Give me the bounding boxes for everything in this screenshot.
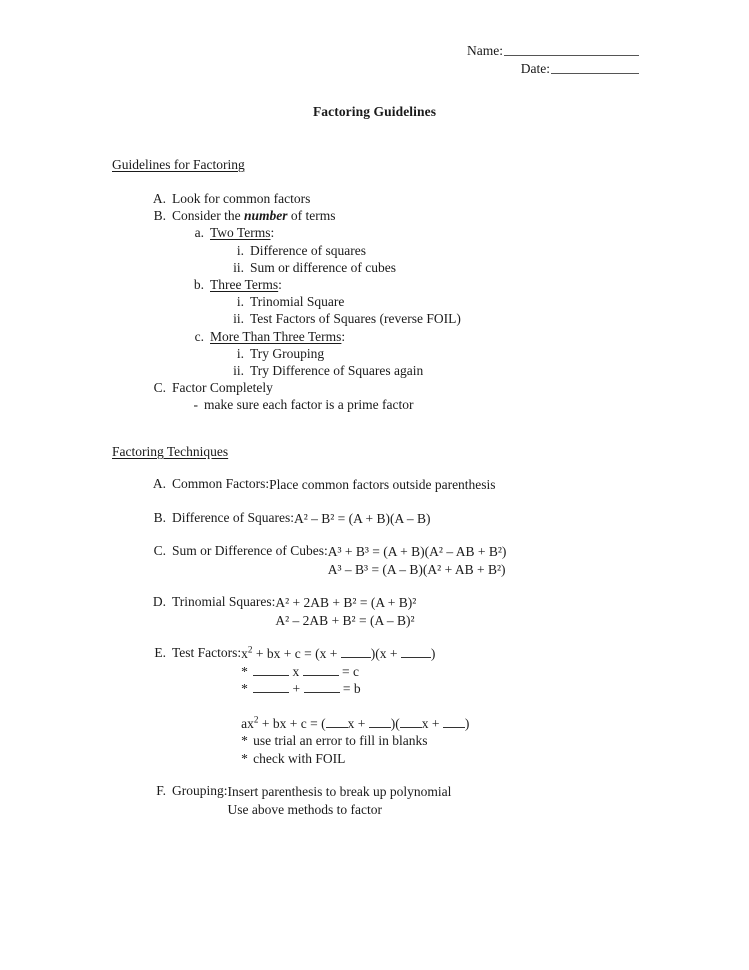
formula-ax: ax: [241, 715, 254, 731]
outline-text: Try Grouping: [250, 345, 325, 361]
technique-row: [0, 543, 749, 578]
fill-in-blank[interactable]: [401, 646, 431, 658]
formula-line-product: [241, 663, 749, 681]
technique-line: Use above methods to factor: [227, 801, 382, 817]
outline-marker: ii.: [233, 259, 244, 275]
outline-item: [0, 224, 749, 241]
technique-line: Insert parenthesis to break up polynomial: [227, 784, 452, 799]
technique-label-cell: [0, 783, 228, 799]
outline-text: Sum or difference of cubes: [250, 259, 396, 275]
formula-line: A² + 2AB + B² = (A + B)²: [275, 595, 417, 610]
outline-text: Difference of squares: [250, 242, 366, 258]
outline-marker: i.: [236, 294, 244, 310]
outline-marker: b.: [193, 277, 204, 293]
outline-marker: -: [193, 397, 198, 413]
outline-marker: C.: [153, 380, 166, 396]
outline-text: [210, 328, 345, 345]
technique-row: [0, 510, 749, 528]
outline-text-post: :: [341, 328, 346, 344]
outline-item: [0, 310, 749, 327]
outline-text: [210, 224, 274, 241]
formula-ax-x1: x +: [347, 715, 369, 731]
outline-item: [0, 328, 749, 345]
fill-in-blank[interactable]: [443, 715, 465, 727]
outline-item: [0, 190, 749, 207]
technique-content-cell: [269, 476, 749, 494]
outline-text: Test Factors of Squares (reverse FOIL): [250, 311, 461, 327]
formula-line-x2: [241, 645, 749, 663]
outline-marker: i.: [236, 345, 244, 361]
outline-text-post: :: [278, 277, 282, 293]
formula-line: A² – 2AB + B² = (A – B)²: [275, 612, 415, 628]
technique-label: Difference of Squares:: [172, 509, 294, 525]
asterisk-bullet: *: [241, 681, 248, 696]
outline-item: [0, 242, 749, 259]
technique-marker: F.: [156, 783, 166, 798]
asterisk-bullet: *: [241, 663, 248, 679]
technique-label: Common Factors:: [172, 476, 270, 491]
section-heading-techniques: Factoring Techniques: [112, 444, 229, 459]
technique-line: Place common factors outside parenthesis: [269, 477, 496, 492]
outline-text-post: of terms: [287, 208, 336, 224]
technique-marker: B.: [153, 509, 166, 525]
formula-ax-join: )(: [390, 715, 400, 731]
formula-line: A² – B² = (A + B)(A – B): [293, 510, 431, 526]
outline-item: [0, 276, 749, 293]
technique-row: [0, 783, 749, 818]
date-row: [0, 60, 749, 78]
formula-x: x: [241, 646, 248, 661]
outline-item: [0, 379, 749, 396]
technique-label: Grouping:: [172, 783, 228, 798]
fill-in-blank[interactable]: [400, 715, 422, 727]
outline-marker: A.: [152, 191, 166, 206]
outline-text: Trinomial Square: [250, 294, 345, 310]
page-title: Factoring Guidelines: [312, 104, 437, 119]
technique-content-cell: [275, 594, 749, 629]
date-write-in-line[interactable]: [551, 60, 639, 74]
note-text: check with FOIL: [253, 750, 346, 766]
outline-text-underlined: More Than Three Terms: [210, 328, 342, 344]
technique-row: [0, 594, 749, 629]
exponent: 2: [247, 644, 253, 655]
formula-spacer: [241, 698, 749, 715]
techniques-list: [0, 476, 749, 834]
outline-marker: ii.: [233, 363, 244, 379]
outline-marker: c.: [194, 328, 204, 344]
technique-marker: D.: [152, 594, 166, 609]
technique-label: Test Factors:: [172, 645, 242, 660]
technique-label: Sum or Difference of Cubes:: [172, 543, 328, 558]
technique-label-cell: [0, 645, 241, 661]
guidelines-outline: [0, 190, 749, 414]
outline-text-post: :: [270, 225, 275, 241]
outline-marker: a.: [194, 225, 204, 241]
outline-text-underlined: Three Terms: [210, 277, 279, 293]
outline-text-pre: Consider the: [172, 208, 244, 224]
technique-label-cell: [0, 543, 328, 559]
fill-in-blank[interactable]: [304, 681, 340, 693]
outline-item: [0, 345, 749, 362]
outline-item: [0, 259, 749, 276]
technique-label-cell: [0, 594, 275, 610]
outline-text: make sure each factor is a prime factor: [204, 397, 414, 413]
note-text: use trial an error to fill in blanks: [253, 733, 428, 748]
formula-ax-x2: x +: [421, 715, 443, 731]
technique-label-cell: [0, 476, 269, 492]
formula-mid: + bx + c = (x +: [252, 646, 341, 661]
formula-ax-end: ): [464, 715, 470, 731]
outline-text-emphasis: number: [244, 208, 288, 224]
outline-item: [0, 207, 749, 224]
fill-in-blank[interactable]: [303, 663, 339, 675]
technique-label-cell: [0, 510, 294, 526]
name-date-header: [0, 42, 749, 78]
outline-item: [0, 362, 749, 379]
outline-marker: ii.: [233, 311, 244, 327]
exponent: 2: [253, 714, 259, 724]
name-write-in-line[interactable]: [504, 42, 639, 56]
section-heading-guidelines: Guidelines for Factoring: [112, 157, 245, 172]
outline-text: [172, 207, 336, 224]
formula-mid2: )(x +: [370, 646, 401, 661]
outline-text: Look for common factors: [172, 191, 311, 206]
fill-in-blank[interactable]: [253, 681, 289, 693]
fill-in-blank[interactable]: [369, 715, 391, 727]
fill-in-blank[interactable]: [341, 646, 371, 658]
fill-in-blank[interactable]: [253, 663, 289, 675]
formula-line-sum: [241, 680, 749, 698]
outline-text-underlined: Two Terms: [210, 225, 271, 241]
name-label: Name:: [467, 43, 503, 58]
technique-marker: A.: [152, 476, 166, 491]
equals-c: = c: [342, 663, 360, 679]
technique-note: [241, 732, 749, 750]
formula-line: A³ – B³ = (A – B)(A² + AB + B²): [327, 561, 506, 577]
technique-marker: E.: [154, 645, 166, 660]
asterisk-bullet: *: [241, 733, 248, 748]
formula-line-ax2: [241, 715, 749, 733]
technique-content-cell: [294, 510, 749, 528]
fill-in-blank[interactable]: [326, 715, 348, 727]
equals-b: = b: [342, 681, 361, 696]
technique-label: Trinomial Squares:: [172, 594, 276, 609]
outline-marker: B.: [153, 208, 166, 224]
technique-note: [241, 750, 749, 768]
multiplication-symbol: x: [292, 663, 300, 679]
formula-ax-mid: + bx + c = (: [258, 715, 326, 731]
technique-row: [0, 645, 749, 767]
technique-row: [0, 476, 749, 494]
asterisk-bullet: *: [241, 750, 248, 766]
plus-symbol: +: [292, 681, 301, 696]
date-label: Date:: [520, 61, 550, 76]
name-row: [0, 42, 749, 60]
outline-item: [0, 293, 749, 310]
technique-content-cell: [328, 543, 749, 578]
outline-text: Factor Completely: [172, 380, 273, 396]
technique-content-cell: [228, 783, 749, 818]
outline-text: Try Difference of Squares again: [250, 363, 424, 379]
technique-marker: C.: [153, 543, 166, 558]
outline-marker: i.: [236, 242, 244, 258]
formula-end: ): [430, 646, 436, 661]
outline-item: [0, 396, 749, 413]
technique-content-cell: [241, 645, 749, 767]
formula-line: A³ + B³ = (A + B)(A² – AB + B²): [327, 544, 507, 559]
outline-text: [210, 276, 282, 293]
